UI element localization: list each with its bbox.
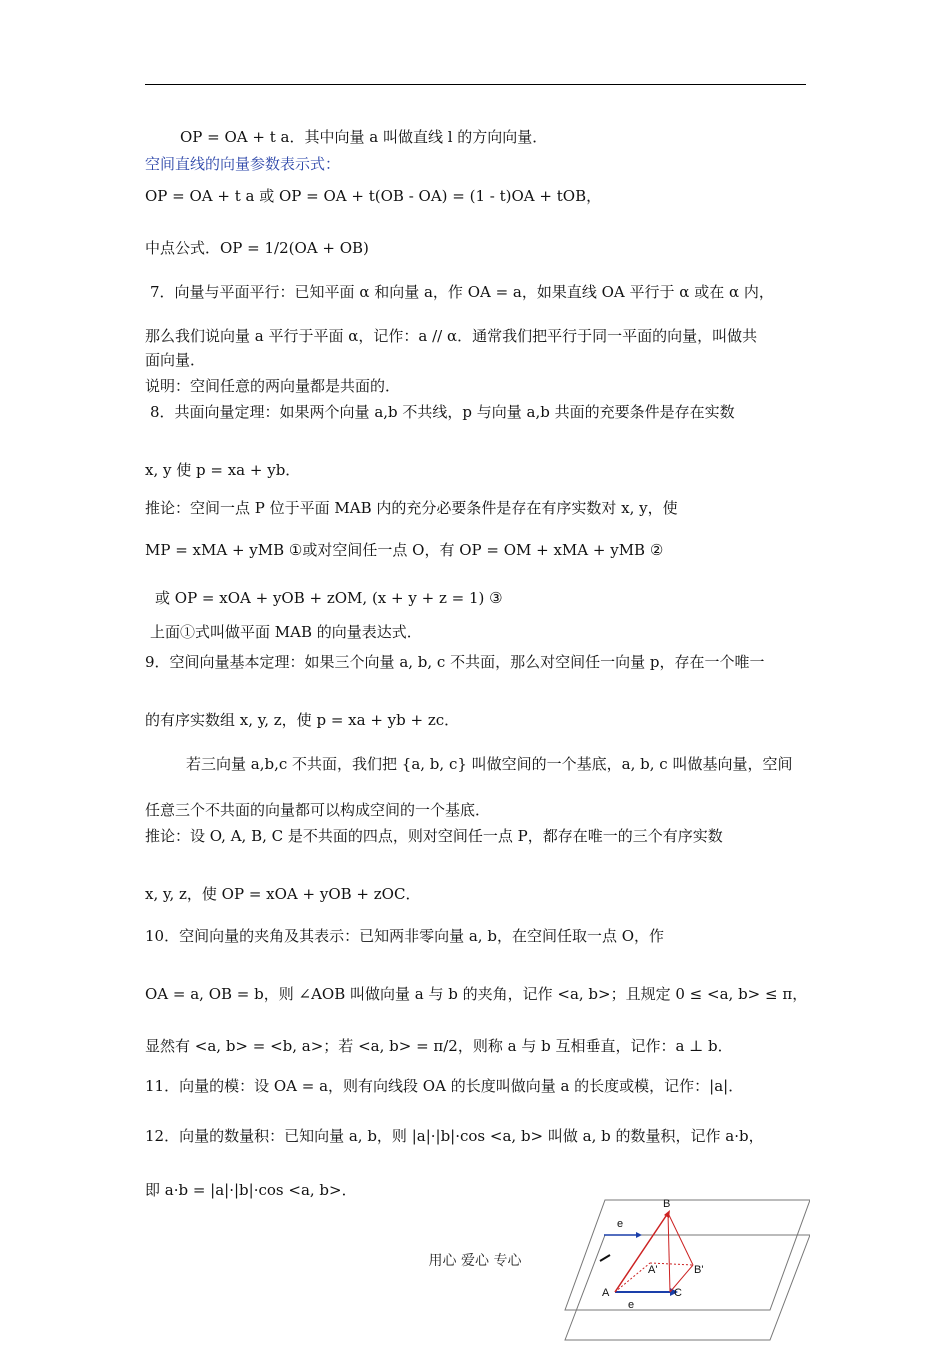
line-corollary-c: 或 OP = xOA + yOB + zOM, (x + y + z = 1) ③ [155, 589, 503, 607]
line-9b: 的有序实数组 x, y, z，使 p = xa + yb + zc． [145, 711, 460, 729]
line-7: 7．向量与平面平行：已知平面 α 和向量 a，作 OA = a，如果直线 OA 平行于 α 或在 α 内， [150, 283, 774, 301]
line-expression: 上面①式叫做平面 MAB 的向量表达式． [150, 623, 422, 641]
line-direction-vector: OP = OA + t a．其中向量 a 叫做直线 l 的方向向量． [180, 128, 548, 146]
heading-param-form: 空间直线的向量参数表示式： [145, 155, 341, 173]
label-A-prime: A' [648, 1264, 658, 1276]
footer-text: 用心 爱心 专心 [428, 1253, 522, 1269]
line-10b: OA = a, OB = b，则 ∠AOB 叫做向量 a 与 b 的夹角，记作 <a, b>；且规定 0 ≤ <a, b> ≤ π， [145, 985, 808, 1003]
projection-figure [560, 1195, 810, 1345]
line-param-form: OP = OA + t a 或 OP = OA + t(OB - OA) = (1 - t)OA + tOB， [145, 187, 602, 205]
line-8b: x, y 使 p = xa + yb． [145, 461, 301, 479]
line-12b: 即 a·b = |a|·|b|·cos <a, b>． [145, 1181, 357, 1199]
line-12: 12．向量的数量积：已知向量 a, b，则 |a|·|b|·cos <a, b> 叫做 a, b 的数量积，记作 a·b， [145, 1127, 764, 1145]
line-note: 说明：空间任意的两向量都是共面的． [145, 377, 401, 395]
label-B: B [663, 1198, 671, 1210]
line-10c: 显然有 <a, b> = <b, a>；若 <a, b> = π/2，则称 a 与 b 互相垂直，记作：a ⊥ b． [145, 1037, 733, 1055]
label-A: A [602, 1287, 610, 1299]
e-top-arrowhead [636, 1232, 642, 1238]
line-midpoint: 中点公式．OP = 1/2(OA + OB) [145, 239, 369, 257]
line-corollary-2: 推论：设 O, A, B, C 是不共面的四点，则对空间任一点 P，都存在唯一的三个有序实数 [145, 827, 723, 845]
line-8: 8．共面向量定理：如果两个向量 a,b 不共线，p 与向量 a,b 共面的充要条件是存在实数 [150, 403, 735, 421]
line-corollary-2b: x, y, z，使 OP = xOA + yOB + zOC． [145, 885, 421, 903]
line-basis: 若三向量 a,b,c 不共面，我们把 {a, b, c} 叫做空间的一个基底，a, b, c 叫做基向量，空间 [186, 755, 793, 773]
line-corollary: 推论：空间一点 P 位于平面 MAB 内的充分必要条件是存在有序实数对 x, y，使 [145, 499, 678, 517]
label-C: C [674, 1287, 682, 1299]
line-10: 10．空间向量的夹角及其表示：已知两非零向量 a, b，在空间任取一点 O，作 [145, 927, 665, 945]
header-rule [145, 84, 806, 85]
line-corollary-b: MP = xMA + yMB ①或对空间任一点 O，有 OP = OM + xMA + yMB ② [145, 541, 664, 559]
line-basis-b: 任意三个不共面的向量都可以构成空间的一个基底． [145, 801, 491, 819]
line-7c: 面向量． [145, 351, 206, 369]
label-e-bottom: e [628, 1299, 635, 1311]
label-B-prime: B' [694, 1264, 704, 1276]
line-9: 9．空间向量基本定理：如果三个向量 a, b, c 不共面，那么对空间任一向量 p，存在一个唯一 [145, 653, 765, 671]
line-11: 11．向量的模：设 OA = a，则有向线段 OA 的长度叫做向量 a 的长度或模，记作：|a|． [145, 1077, 744, 1095]
line-7b: 那么我们说向量 a 平行于平面 α，记作：a // α．通常我们把平行于同一平面的向量，叫做共 [145, 327, 758, 345]
label-e-top: e [617, 1218, 624, 1230]
